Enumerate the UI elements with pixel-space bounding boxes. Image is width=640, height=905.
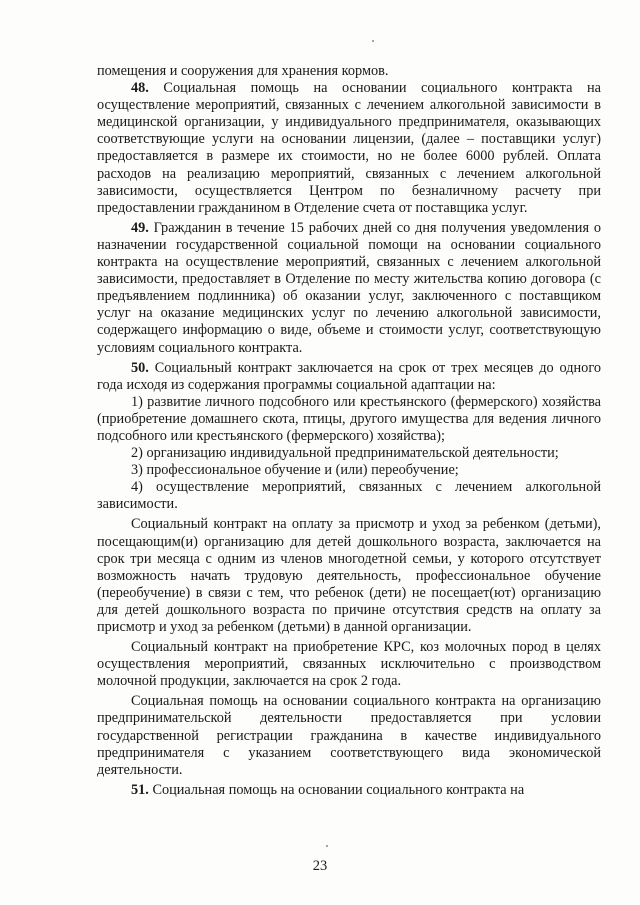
paragraph-text: Социальный контракт заключается на срок от трех месяцев до одного года исходя из содержания программы социальной адаптации на: [97,359,601,393]
paragraph-51 [97,782,601,799]
paragraph-49 [97,220,601,357]
paragraph-48 [97,80,601,217]
paragraph-number: 49. [131,219,149,236]
paragraph-entrepreneur-contract: Социальная помощь на основании социального контракта на организацию предпринимательской деятельности предоставляется при условии государственной регистрации гражданина в качестве индивидуального предпринимателя с указанием соответствующего вида экономической деятельности. [97,693,601,778]
paragraph-text: Гражданин в течение 15 рабочих дней со дня получения уведомления о назначении государственной социальной помощи на основании социального контракта на осуществление мероприятий, связанных с лечением алкогольной зависимости, предоставляет в Отделение по месту жительства копию договора (с предъявлением подлинника) об оказании услуг, заключенного с поставщиком услуг на оказание медицинских услуг по лечению алкогольной зависимости, содержащего информацию о виде, объеме и стоимости услуг, соответствующую условиям социального контракта. [97,219,601,356]
paragraph-50 [97,360,601,394]
list-item-2: 2) организацию индивидуальной предпринимательской деятельности; [131,445,559,462]
paragraph-number: 50. [131,359,149,376]
paragraph-number: 48. [131,80,149,97]
paragraph-number: 51. [131,781,149,798]
list-item-3: 3) профессиональное обучение и (или) переобучение; [131,462,459,479]
page-body-text [97,63,601,799]
paragraph-childcare-contract: Социальный контракт на оплату за присмотр и уход за ребенком (детьми), посещающим(и) организацию для детей дошкольного возраста, заключается на срок три месяца с одним из членов многодетной семьи, у которого отсутствует возможность начать трудовую деятельность, профессиональное обучение (переобучение) в связи с тем, что ребенок (дети) не посещает(ют) организацию для детей дошкольного возраста по причине отсутствия средств на оплату за присмотр и уход за ребенком (детьми) в данной организации. [97,516,601,635]
paragraph-text: Социальная помощь на основании социального контракта на [148,781,525,798]
scan-speck [326,845,328,847]
page-number: 23 [312,858,328,874]
continuation-line: помещения и сооружения для хранения кормов. [97,63,389,79]
list-item-1: 1) развитие личного подсобного или крестьянского (фермерского) хозяйства (приобретение домашнего скота, птицы, другого имущества для ведения личного подсобного или крестьянского (фермерского) хозяйства); [97,393,601,444]
scan-speck [372,40,374,42]
paragraph-text: Социальная помощь на основании социального контракта на осуществление мероприятий, связанных с лечением алкогольной зависимости в медицинской организации, у индивидуального предпринимателя, оказывающих соответствующие услуги на основании лицензии, (далее – поставщики услуг) предоставляется в размере их стоимости, но не более 6000 рублей. Оплата расходов на реализацию мероприятий, связанных с лечением алкогольной зависимости, осуществляется Центром по безналичному расчету при предоставлении гражданином в Отделение счета от поставщика услуг. [97,80,601,216]
list-item-4: 4) осуществление мероприятий, связанных с лечением алкогольной зависимости. [97,479,601,513]
paragraph-livestock-contract: Социальный контракт на приобретение КРС, коз молочных пород в целях осуществления мероприятий, связанных исключительно с производством молочной продукции, заключается на срок 2 года. [97,639,601,690]
